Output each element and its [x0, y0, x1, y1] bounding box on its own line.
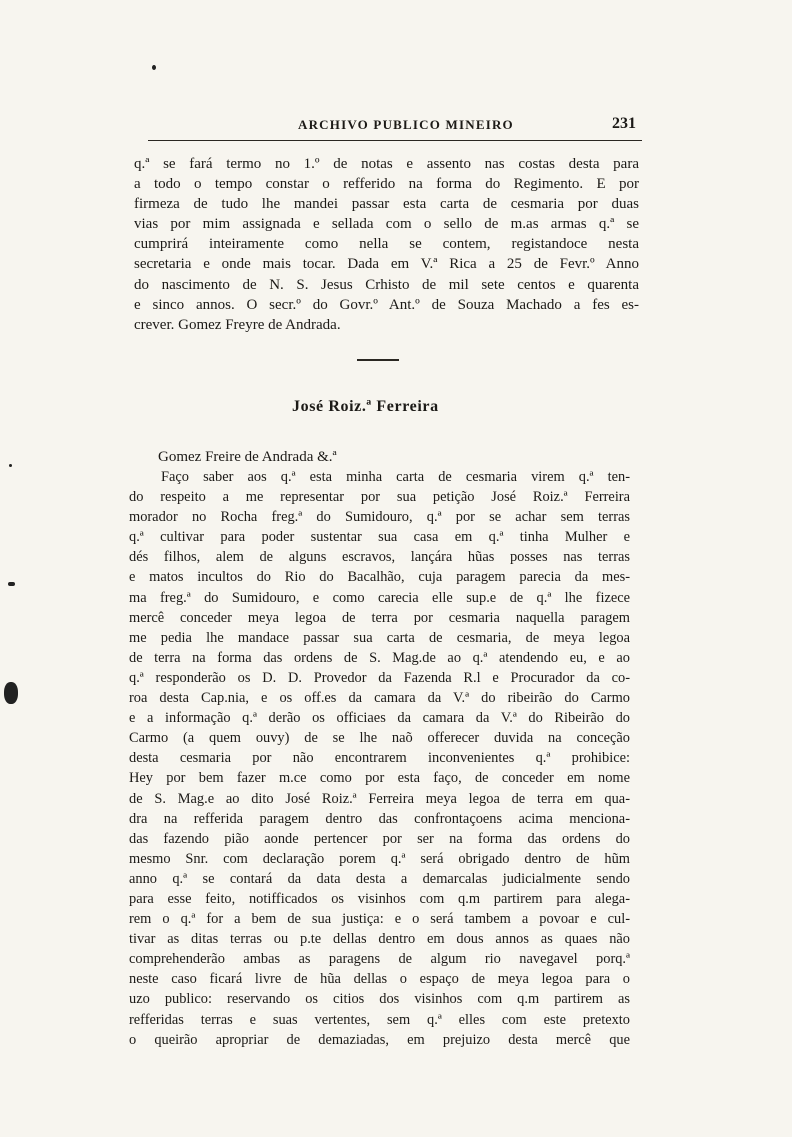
- paragraph-closing-previous-entry: [134, 154, 639, 335]
- text-line: mesmo Snr. com declaração porem q.ª será obrigado dentro de hũm: [129, 850, 630, 867]
- text-line: q.ª se fará termo no 1.º de notas e assento nas costas desta para: [134, 156, 639, 172]
- text-line: dra na refferida paragem dentro das confrontaçoens acima menciona-: [129, 810, 630, 827]
- text-line: a todo o tempo constar o refferido na forma do Regimento. E por: [134, 176, 639, 193]
- text-line: mercê conceder meya legoa de terra por cesmaria naquella paragem: [129, 609, 630, 626]
- text-line: e a informação q.ª derão os officiaes da camara da V.ª do Ribeirão do: [129, 710, 630, 727]
- text-line: me pedia lhe mandace passar sua carta de cesmaria, de meya legoa: [129, 629, 630, 646]
- header-rule: [148, 140, 642, 141]
- ink-speck-top: [152, 65, 156, 70]
- text-line: comprehenderão ambas as paragens de algum rio navegavel porq.ª: [129, 951, 630, 968]
- text-line: do respeito a me representar por sua petição José Roiz.ª Ferreira: [129, 489, 630, 506]
- page-number: 231: [612, 115, 636, 132]
- text-line: e matos incultos do Rio do Bacalhão, cuja paragem parecia da mes-: [129, 569, 630, 586]
- text-line: cumprirá inteiramente como nella se contem, registandoce nesta: [134, 236, 639, 253]
- text-line: anno q.ª se contará da data desta a demarcalas judicialmente sendo: [129, 870, 630, 887]
- text-line: para esse feito, notifficados os visinhos com q.m partirem para alega-: [129, 890, 630, 907]
- text-line: roa desta Cap.nia, e os off.es da camara da V.ª do ribeirão do Carmo: [129, 690, 630, 707]
- text-line: q.ª cultivar para poder sustentar sua casa em q.ª tinha Mulher e: [129, 529, 630, 546]
- text-line: e sinco annos. O secr.º do Govr.º Ant.º de Souza Machado a fes es-: [134, 296, 639, 313]
- text-line: Hey por bem fazer m.ce como por esta faço, de conceder em nome: [129, 770, 630, 787]
- text-line: Faço saber aos q.ª esta minha carta de cesmaria virem q.ª ten-: [161, 469, 630, 485]
- ink-blot-margin: [4, 682, 18, 704]
- text-line: morador no Rocha freg.ª do Sumidouro, q.ª por se achar sem terras: [129, 509, 630, 526]
- text-line: ma freg.ª do Sumidouro, e como carecia elle sup.e de q.ª lhe fizece: [129, 589, 630, 606]
- text-line: refferidas terras e suas vertentes, sem q.ª elles com este pretexto: [129, 1011, 630, 1028]
- section-title: José Roiz.ª Ferreira: [292, 398, 439, 415]
- ink-mark-margin: [8, 582, 15, 586]
- section-divider: [357, 359, 399, 361]
- text-line: de S. Mag.e ao dito José Roiz.ª Ferreira meya legoa de terra em qua-: [129, 790, 630, 807]
- text-line: crever. Gomez Freyre de Andrada.: [134, 316, 341, 333]
- text-line: Carmo (a quem ouvy) de se lhe naõ offerecer duvida na conceção: [129, 730, 630, 747]
- text-line: de terra na forma das ordens de S. Mag.de ao q.ª atendendo eu, e ao: [129, 649, 630, 666]
- text-line: vias por mim assignada e sellada com o sello de m.as armas q.ª se: [134, 216, 639, 233]
- text-line: firmeza de tudo lhe mandei passar esta carta de cesmaria por duas: [134, 196, 639, 213]
- text-line: tivar as ditas terras ou p.te dellas dentro em dous annos as quaes não: [129, 931, 630, 948]
- text-line: neste caso ficará livre de hũa dellas o espaço de meya legoa para o: [129, 971, 630, 988]
- text-line: uzo publico: reservando os citios dos visinhos com q.m partirem as: [129, 991, 630, 1008]
- text-line: do nascimento de N. S. Jesus Crhisto de mil sete centos e quarenta: [134, 276, 639, 293]
- ink-speck-margin: [9, 464, 12, 467]
- text-line: desta cesmaria por não encontrarem inconvenientes q.ª prohibice:: [129, 750, 630, 767]
- text-line: q.ª responderão os D. D. Provedor da Fazenda R.l e Procurador da co-: [129, 669, 630, 686]
- paragraph-land-grant: [129, 467, 630, 1050]
- text-line: dés filhos, alem de alguns escravos, lançára hũas posses nas terras: [129, 549, 630, 566]
- running-header-title: ARCHIVO PUBLICO MINEIRO: [298, 117, 514, 132]
- text-line: secretaria e onde mais tocar. Dada em V.ª Rica a 25 de Fevr.º Anno: [134, 256, 639, 273]
- text-line: rem o q.ª for a bem de sua justiça: e o será tambem a povoar e cul-: [129, 911, 630, 928]
- text-line: o queirão apropriar de demaziadas, em prejuizo desta mercê que: [129, 1031, 630, 1048]
- text-line: das fazendo pião aonde pertencer por ser na forma das ordens do: [129, 830, 630, 847]
- salutation: Gomez Freire de Andrada &.ª: [158, 449, 337, 465]
